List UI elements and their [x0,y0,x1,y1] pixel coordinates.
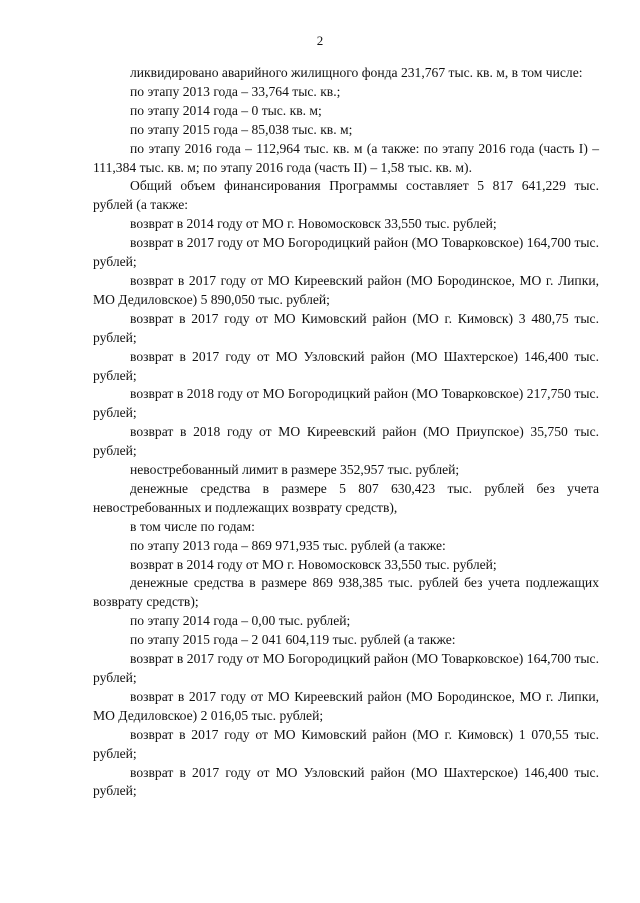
paragraph: возврат в 2018 году от МО Богородицкий район (МО Товарковское) 217,750 тыс. рублей; [93,386,599,421]
paragraph: возврат в 2017 году от МО Богородицкий район (МО Товарковское) 164,700 тыс. рублей; [93,651,599,685]
paragraph: ликвидировано аварийного жилищного фонда 231,767 тыс. кв. м, в том числе: [130,65,583,80]
paragraph: по этапу 2013 года – 869 971,935 тыс. рублей (а также: [130,537,446,553]
paragraph: возврат в 2017 году от МО Узловский район (МО Шахтерское) 146,400 тыс. рублей; [93,764,599,799]
paragraph: Общий объем финансирования Программы составляет 5 817 641,229 тыс. рублей (а также: [93,178,599,213]
paragraph: денежные средства в размере 869 938,385 тыс. рублей без учета подлежащих возврату средств); [93,575,599,610]
paragraph: денежные средства в размере 5 807 630,423 тыс. рублей без учета невостребованных и подлежащих возврату средств), [93,480,599,515]
paragraph: возврат в 2018 году от МО Киреевский район (МО Приупское) 35,750 тыс. рублей; [93,424,599,459]
paragraph: по этапу 2016 года – 112,964 тыс. кв. м (а также: по этапу 2016 года (часть I) – 111,384 тыс. кв. м; по этапу 2016 года (часть II) – 1,58 тыс. кв. м). [93,140,599,175]
paragraph: возврат в 2017 году от МО Киреевский район (МО Бородинское, МО г. Липки, МО Дедиловское) 5 890,050 тыс. рублей; [93,272,599,307]
paragraph: возврат в 2017 году от МО Богородицкий район (МО Товарковское) 164,700 тыс. рублей; [93,235,599,270]
paragraph: возврат в 2017 году от МО Киреевский район (МО Бородинское, МО г. Липки, МО Дедиловское) 2 016,05 тыс. рублей; [93,688,599,723]
paragraph: по этапу 2014 года – 0 тыс. кв. м; [130,102,322,118]
paragraph: возврат в 2017 году от МО Узловский район (МО Шахтерское) 146,400 тыс. рублей; [93,348,599,383]
paragraph: невостребованный лимит в размере 352,957 тыс. рублей; [130,462,460,478]
paragraph: по этапу 2014 года – 0,00 тыс. рублей; [130,613,351,629]
paragraph: по этапу 2013 года – 33,764 тыс. кв.; [130,83,341,99]
paragraph: возврат в 2014 году от МО г. Новомосковск 33,550 тыс. рублей; [130,216,497,232]
page-number: 2 [316,33,324,48]
paragraph: возврат в 2017 году от МО Кимовский район (МО г. Кимовск) 3 480,75 тыс. рублей; [93,310,599,345]
paragraph: в том числе по годам: [130,518,255,534]
document-body [93,64,599,801]
paragraph: возврат в 2014 году от МО г. Новомосковск 33,550 тыс. рублей; [130,556,497,572]
paragraph: по этапу 2015 года – 85,038 тыс. кв. м; [130,121,353,137]
paragraph: возврат в 2017 году от МО Кимовский район (МО г. Кимовск) 1 070,55 тыс. рублей; [93,726,599,761]
paragraph: по этапу 2015 года – 2 041 604,119 тыс. рублей (а также: [130,632,456,648]
